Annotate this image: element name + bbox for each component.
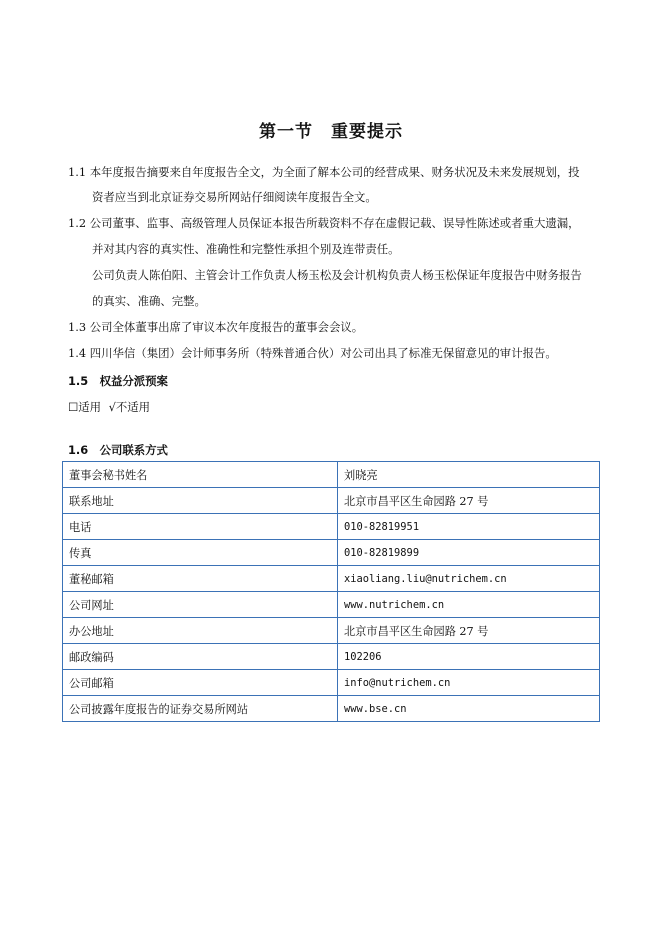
item-1-2-line-4: 的真实、准确、完整。 <box>92 294 206 308</box>
table-row <box>63 514 600 540</box>
row-label: 电话 <box>63 514 338 540</box>
row-value: www.nutrichem.cn <box>338 592 600 618</box>
row-value: 刘晓亮 <box>338 462 600 488</box>
row-label: 邮政编码 <box>63 644 338 670</box>
section-1-6-heading: 1.6 公司联系方式 <box>68 443 168 457</box>
dividend-options <box>68 399 154 415</box>
table-row <box>63 618 600 644</box>
row-value: 010-82819951 <box>338 514 600 540</box>
contact-table <box>62 461 600 722</box>
table-row <box>63 566 600 592</box>
row-label: 公司邮箱 <box>63 670 338 696</box>
option-applicable: ☐适用 <box>68 400 101 414</box>
row-value: 010-82819899 <box>338 540 600 566</box>
row-value: info@nutrichem.cn <box>338 670 600 696</box>
row-label: 公司网址 <box>63 592 338 618</box>
table-row <box>63 462 600 488</box>
row-value: 102206 <box>338 644 600 670</box>
item-1-4-line-1: 1.4 四川华信（集团）会计师事务所（特殊普通合伙）对公司出具了标准无保留意见的审计报告。 <box>68 346 557 360</box>
option-not-applicable: √不适用 <box>108 400 151 414</box>
table-row <box>63 488 600 514</box>
row-value: 北京市昌平区生命园路 27 号 <box>338 488 600 514</box>
item-1-1-line-2: 资者应当到北京证券交易所网站仔细阅读年度报告全文。 <box>92 190 377 204</box>
row-label: 公司披露年度报告的证券交易所网站 <box>63 696 338 722</box>
row-label: 董事会秘书姓名 <box>63 462 338 488</box>
table-row <box>63 696 600 722</box>
row-value: www.bse.cn <box>338 696 600 722</box>
item-1-2-line-2: 并对其内容的真实性、准确性和完整性承担个别及连带责任。 <box>92 242 400 256</box>
table-row <box>63 540 600 566</box>
row-value: 北京市昌平区生命园路 27 号 <box>338 618 600 644</box>
table-row <box>63 592 600 618</box>
table-row <box>63 644 600 670</box>
table-row <box>63 670 600 696</box>
item-1-2-line-3: 公司负责人陈伯阳、主管会计工作负责人杨玉松及会计机构负责人杨玉松保证年度报告中财务报告 <box>92 268 582 282</box>
item-1-1-line-1: 1.1 本年度报告摘要来自年度报告全文，为全面了解本公司的经营成果、财务状况及未来发展规划，投 <box>68 165 580 179</box>
section-title: 第一节 重要提示 <box>259 122 403 142</box>
row-label: 董秘邮箱 <box>63 566 338 592</box>
section-1-5-heading: 1.5 权益分派预案 <box>68 374 168 388</box>
row-label: 联系地址 <box>63 488 338 514</box>
row-label: 传真 <box>63 540 338 566</box>
item-1-2-line-1: 1.2 公司董事、监事、高级管理人员保证本报告所载资料不存在虚假记载、误导性陈述或者重大遗漏， <box>68 216 580 230</box>
item-1-3-line-1: 1.3 公司全体董事出席了审议本次年度报告的董事会会议。 <box>68 320 364 334</box>
row-label: 办公地址 <box>63 618 338 644</box>
row-value: xiaoliang.liu@nutrichem.cn <box>338 566 600 592</box>
